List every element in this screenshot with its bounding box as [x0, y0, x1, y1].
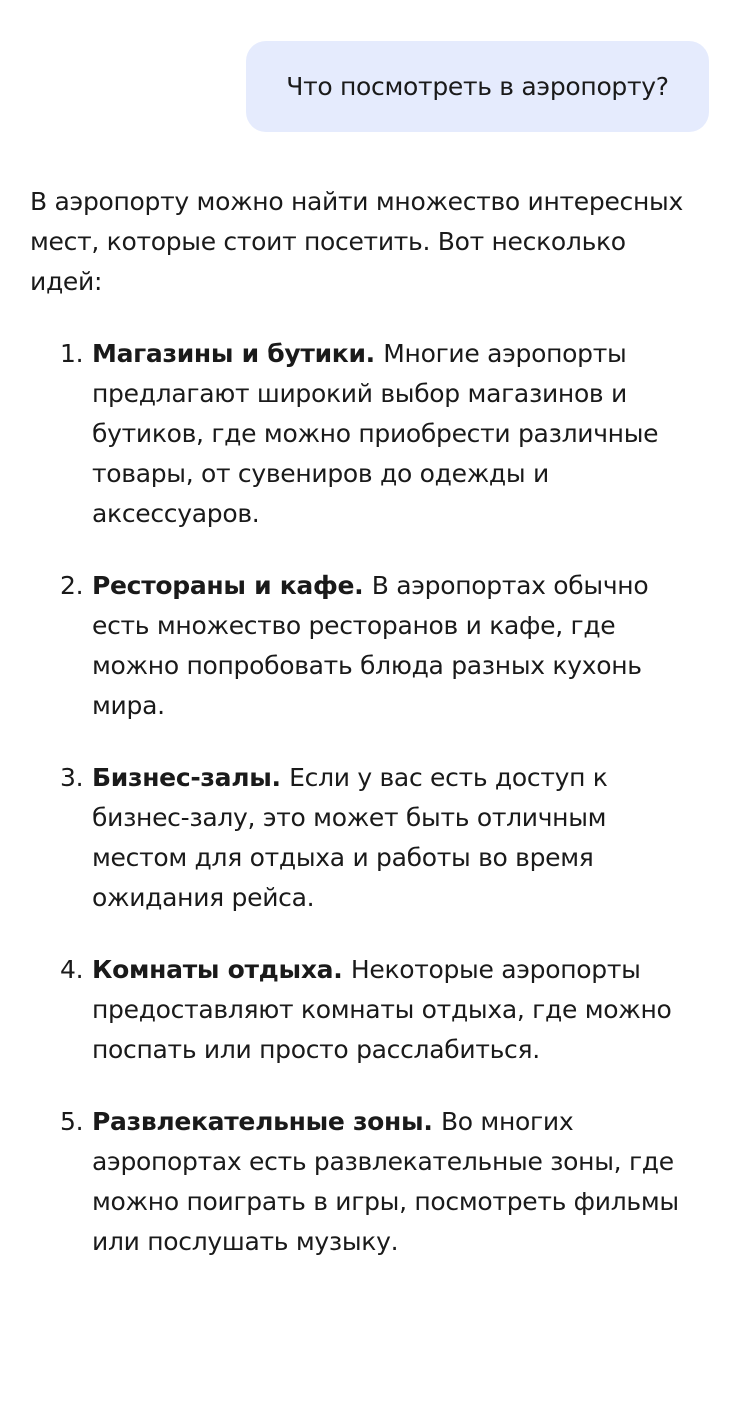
list-item-text: В аэропортах обычно есть множество ресторанов и кафе, где можно попробовать блюда разных кухонь мира. [92, 571, 649, 720]
list-item-number: 3. [60, 763, 84, 792]
list-item [30, 334, 704, 534]
list-item [30, 566, 704, 726]
list-item-title: Рестораны и кафе. [92, 571, 372, 600]
list-item-title: Развлекательные зоны. [92, 1107, 441, 1136]
list-item-number: 5. [60, 1107, 84, 1136]
list-item-number: 1. [60, 339, 84, 368]
ideas-list [30, 334, 720, 1262]
list-item-number: 4. [60, 955, 84, 984]
user-message-text: Что посмотреть в аэропорту? [286, 71, 669, 101]
list-item-text: Многие аэропорты предлагают широкий выбор магазинов и бутиков, где можно приобрести различные товары, от сувениров до одежды и аксессуаров. [92, 339, 659, 528]
list-item-title: Комнаты отдыха. [92, 955, 351, 984]
assistant-message [30, 182, 720, 1294]
user-message-bubble [246, 41, 709, 132]
list-item [30, 950, 704, 1070]
list-item [30, 1102, 704, 1262]
list-item [30, 758, 704, 918]
assistant-intro: В аэропорту можно найти множество интересных мест, которые стоит посетить. Вот несколько идей: [30, 187, 683, 296]
list-item-text: Во многих аэропортах есть развлекательные зоны, где можно поиграть в игры, посмотреть фильмы или послушать музыку. [92, 1107, 679, 1256]
list-item-text: Если у вас есть доступ к бизнес-залу, это может быть отличным местом для отдыха и работы во время ожидания рейса. [92, 763, 608, 912]
list-item-number: 2. [60, 571, 84, 600]
list-item-text: Некоторые аэропорты предоставляют комнаты отдыха, где можно поспать или просто расслабиться. [92, 955, 672, 1064]
list-item-title: Бизнес-залы. [92, 763, 290, 792]
list-item-title: Магазины и бутики. [92, 339, 384, 368]
